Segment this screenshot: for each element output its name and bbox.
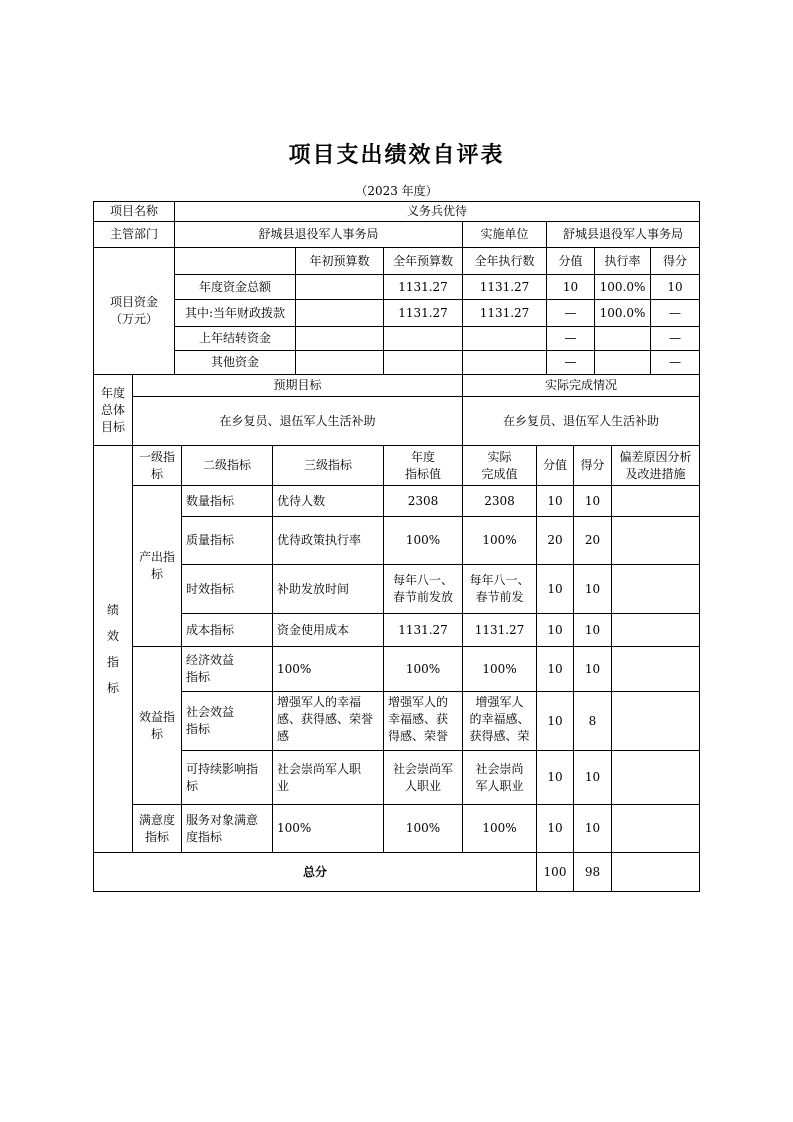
total-score: 98 <box>573 852 612 892</box>
ind-header-actual: 实际 完成值 <box>462 445 537 486</box>
funds-header-points: 分值 <box>546 247 595 275</box>
ind-header-level1: 一级指 标 <box>132 445 182 486</box>
funds-label: 项目资金 （万元） <box>93 247 175 375</box>
funds-header-init: 年初预算数 <box>295 247 384 275</box>
funds-row-init <box>295 326 384 351</box>
indicator-actual: 100% <box>462 804 537 853</box>
goals-expected-header: 预期目标 <box>132 374 463 397</box>
goals-label: 年度 总体 目标 <box>93 374 133 446</box>
funds-row-label: 年度资金总额 <box>174 274 296 300</box>
indicator-reason <box>611 516 700 565</box>
indicator-target: 100% <box>383 646 463 692</box>
indicator-reason <box>611 613 700 647</box>
impl-label: 实施单位 <box>462 221 547 248</box>
project-name-value: 义务兵优待 <box>174 201 700 222</box>
indicator-score: 20 <box>573 516 612 565</box>
indicator-score: 10 <box>573 613 612 647</box>
indicator-target: 2308 <box>383 485 463 517</box>
goals-actual: 在乡复员、退伍军人生活补助 <box>462 396 700 446</box>
dept-value: 舒城县退役军人事务局 <box>174 221 463 248</box>
funds-row-rate: 100.0% <box>594 274 651 300</box>
indicator-target: 增强军人的 幸福感、获 得感、荣誉 <box>383 691 463 751</box>
indicator-level2: 数量指标 <box>181 485 273 517</box>
indicator-actual: 增强军人 的幸福感、 获得感、荣 <box>462 691 537 751</box>
funds-row-exec <box>462 350 547 375</box>
funds-row-rate: 100.0% <box>594 299 651 327</box>
level1-output: 产出指 标 <box>132 485 182 647</box>
indicator-points: 10 <box>536 646 574 692</box>
indicator-actual: 社会崇尚 军人职业 <box>462 750 537 805</box>
indicators-label: 绩 效 指 标 <box>93 445 133 853</box>
indicator-level2: 可持续影响指 标 <box>181 750 273 805</box>
indicator-level3: 补助发放时间 <box>272 564 384 614</box>
indicator-level3: 100% <box>272 804 384 853</box>
funds-header-score: 得分 <box>650 247 700 275</box>
funds-row-exec <box>462 326 547 351</box>
indicator-score: 10 <box>573 646 612 692</box>
ind-header-points: 分值 <box>536 445 574 486</box>
indicator-points: 10 <box>536 750 574 805</box>
page-title: 项目支出绩效自评表 <box>288 143 505 168</box>
funds-row-label: 其中:当年财政拨款 <box>174 299 296 327</box>
dept-label: 主管部门 <box>93 221 175 248</box>
funds-header-full: 全年预算数 <box>383 247 463 275</box>
funds-row-full <box>383 350 463 375</box>
funds-row-init <box>295 350 384 375</box>
funds-row-full <box>383 326 463 351</box>
indicator-score: 8 <box>573 691 612 751</box>
total-label: 总分 <box>93 852 537 892</box>
indicator-target: 100% <box>383 516 463 565</box>
ind-header-target: 年度 指标值 <box>383 445 463 486</box>
funds-row-points: — <box>546 299 595 327</box>
project-name-label: 项目名称 <box>93 201 175 222</box>
funds-row-exec: 1131.27 <box>462 299 547 327</box>
ind-header-reason: 偏差原因分析 及改进措施 <box>611 445 700 486</box>
indicator-level2: 服务对象满意 度指标 <box>181 804 273 853</box>
indicator-score: 10 <box>573 804 612 853</box>
year-subtitle: （2023 年度） <box>355 184 438 198</box>
indicator-actual: 100% <box>462 516 537 565</box>
indicator-actual: 2308 <box>462 485 537 517</box>
indicator-score: 10 <box>573 750 612 805</box>
self-evaluation-table <box>94 202 700 893</box>
indicator-reason <box>611 750 700 805</box>
indicator-points: 10 <box>536 485 574 517</box>
indicator-points: 10 <box>536 804 574 853</box>
indicator-points: 20 <box>536 516 574 565</box>
indicator-level2: 社会效益 指标 <box>181 691 273 751</box>
ind-header-level2: 二级指标 <box>181 445 273 486</box>
indicator-level2: 质量指标 <box>181 516 273 565</box>
indicator-level3: 优待政策执行率 <box>272 516 384 565</box>
funds-row-label: 其他资金 <box>174 350 296 375</box>
funds-row-init <box>295 274 384 300</box>
indicator-target: 1131.27 <box>383 613 463 647</box>
indicator-score: 10 <box>573 564 612 614</box>
funds-row-score: — <box>650 326 700 351</box>
indicator-level2: 经济效益 指标 <box>181 646 273 692</box>
total-points: 100 <box>536 852 574 892</box>
indicator-reason <box>611 646 700 692</box>
indicator-reason <box>611 485 700 517</box>
funds-row-exec: 1131.27 <box>462 274 547 300</box>
indicator-actual: 每年八一、 春节前发 <box>462 564 537 614</box>
indicator-score: 10 <box>573 485 612 517</box>
indicator-target: 社会崇尚军 人职业 <box>383 750 463 805</box>
indicator-reason <box>611 564 700 614</box>
indicator-actual: 1131.27 <box>462 613 537 647</box>
indicator-level3: 增强军人的幸福 感、获得感、荣誉 感 <box>272 691 384 751</box>
goals-expected: 在乡复员、退伍军人生活补助 <box>132 396 463 446</box>
impl-value: 舒城县退役军人事务局 <box>546 221 700 248</box>
indicator-reason <box>611 691 700 751</box>
indicator-points: 10 <box>536 691 574 751</box>
goals-actual-header: 实际完成情况 <box>462 374 700 397</box>
funds-header-exec: 全年执行数 <box>462 247 547 275</box>
funds-row-rate <box>594 326 651 351</box>
indicator-target: 100% <box>383 804 463 853</box>
ind-header-level3: 三级指标 <box>272 445 384 486</box>
indicator-level3: 100% <box>272 646 384 692</box>
level1-benefit: 效益指 标 <box>132 646 182 805</box>
indicator-level3: 资金使用成本 <box>272 613 384 647</box>
funds-row-points: — <box>546 350 595 375</box>
funds-row-rate <box>594 350 651 375</box>
indicator-points: 10 <box>536 613 574 647</box>
funds-row-init <box>295 299 384 327</box>
indicator-reason <box>611 804 700 853</box>
indicator-target: 每年八一、 春节前发放 <box>383 564 463 614</box>
level1-satisfaction: 满意度 指标 <box>132 804 182 853</box>
funds-row-score: — <box>650 299 700 327</box>
funds-row-label: 上年结转资金 <box>174 326 296 351</box>
funds-row-points: 10 <box>546 274 595 300</box>
indicator-actual: 100% <box>462 646 537 692</box>
indicator-level2: 成本指标 <box>181 613 273 647</box>
total-reason <box>611 852 700 892</box>
indicator-level3: 社会崇尚军人职 业 <box>272 750 384 805</box>
funds-row-score: — <box>650 350 700 375</box>
funds-row-points: — <box>546 326 595 351</box>
indicator-level2: 时效指标 <box>181 564 273 614</box>
funds-row-full: 1131.27 <box>383 299 463 327</box>
funds-header-blank <box>174 247 296 275</box>
ind-header-score: 得分 <box>573 445 612 486</box>
indicator-level3: 优待人数 <box>272 485 384 517</box>
indicator-points: 10 <box>536 564 574 614</box>
funds-header-rate: 执行率 <box>594 247 651 275</box>
funds-row-score: 10 <box>650 274 700 300</box>
funds-row-full: 1131.27 <box>383 274 463 300</box>
